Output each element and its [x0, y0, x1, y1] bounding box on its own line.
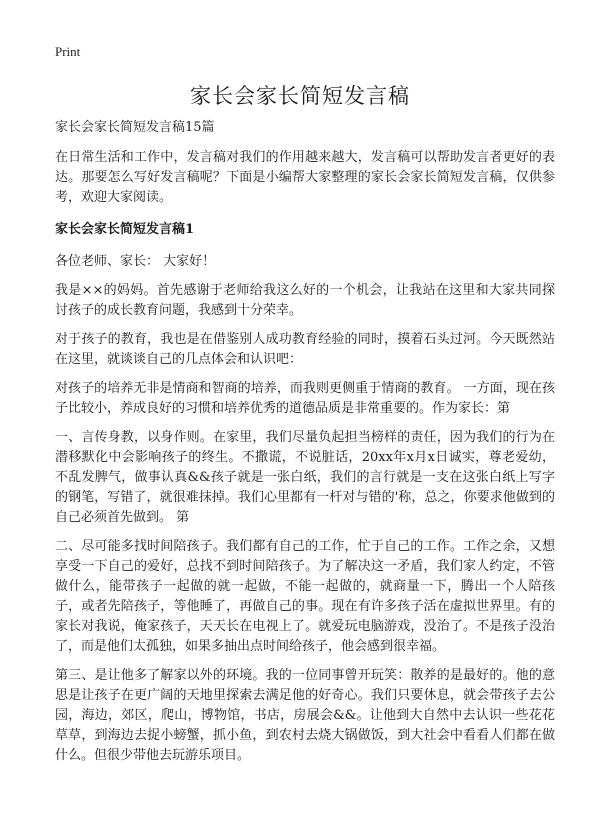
body-paragraph: 二、尽可能多找时间陪孩子。我们都有自己的工作，忙于自己的工作。工作之余，又想享受一下自己的爱好，总找不到时间陪孩子。为了解决这一矛盾，我们家人约定，不管做什么，能带孩子一起做的就一起做，不能一起做的，就商量一下，腾出一个人陪孩子，或者先陪孩子，等他睡了，再做自己的事。现在有许多孩子活在虚拟世界里。有的家长对我说，俺家孩子，天天长在电视上了。就爱玩电脑游戏，没治了。不是孩子没治了，而是他们太孤独，如果多抽出点时间给孩子，他会感到很幸福。	[55, 539, 555, 654]
body-paragraph: 我是××的妈妈。首先感谢于老师给我这么好的一个机会，让我站在这里和大家共同探讨孩子的成长教育问题，我感到十分荣幸。	[55, 283, 555, 318]
document-title: 家长会家长简短发言稿	[190, 84, 410, 108]
body-paragraph: 对于孩子的教育，我也是在借鉴别人成功教育经验的同时，摸着石头过河。今天既然站在这里，就谈谈自己的几点体会和认识吧：	[55, 332, 555, 367]
intro-paragraph: 在日常生活和工作中，发言稿对我们的作用越来越大，发言稿可以帮助发言者更好的表达。那要怎么写好发言稿呢？下面是小编帮大家整理的家长会家长简短发言稿，仅供参考，欢迎大家阅读。	[55, 150, 555, 205]
body-paragraph: 一、言传身教，以身作则。在家里，我们尽量负起担当榜样的责任，因为我们的行为在潜移默化中会影响孩子的终生。不撒谎，不说脏话，20xx年x月x日诚实，尊老爱幼，不乱发脾气，做事认真&&孩子就是一张白纸，我们的言行就是一支在这张白纸上写字的钢笔，写错了，就很难抹掉。我们心里都有一杆对与错的'称，总之，你要求他做到的自己必须首先做到。 第	[55, 430, 555, 525]
greeting-paragraph: 各位老师、家长： 大家好！	[55, 254, 216, 269]
section-heading: 家长会家长简短发言稿1	[55, 222, 195, 237]
body-paragraph: 对孩子的培养无非是情商和智商的培养，而我则更侧重于情商的教育。 一方面，现在孩子比较小，养成良好的习惯和培养优秀的道德品质是非常重要的。作为家长：第	[55, 381, 555, 416]
body-paragraph: 第三、是让他多了解家以外的环境。我的一位同事曾开玩笑：散养的是最好的。他的意思是让孩子在更广阔的天地里探索去满足他的好奇心。我们只要休息，就会带孩子去公园，海边，郊区，爬山，博物馆，书店，房展会&&。让他到大自然中去认识一些花花草草，到海边去捉小螃蟹，抓小鱼，到农村去烧大锅做饭，到大社会中看看人们都在做什么。但很少带他去玩游乐项目。	[55, 668, 555, 763]
document-subtitle: 家长会家长简短发言稿15篇	[55, 120, 215, 135]
print-link[interactable]: Print	[55, 44, 81, 59]
document-body	[55, 118, 555, 775]
